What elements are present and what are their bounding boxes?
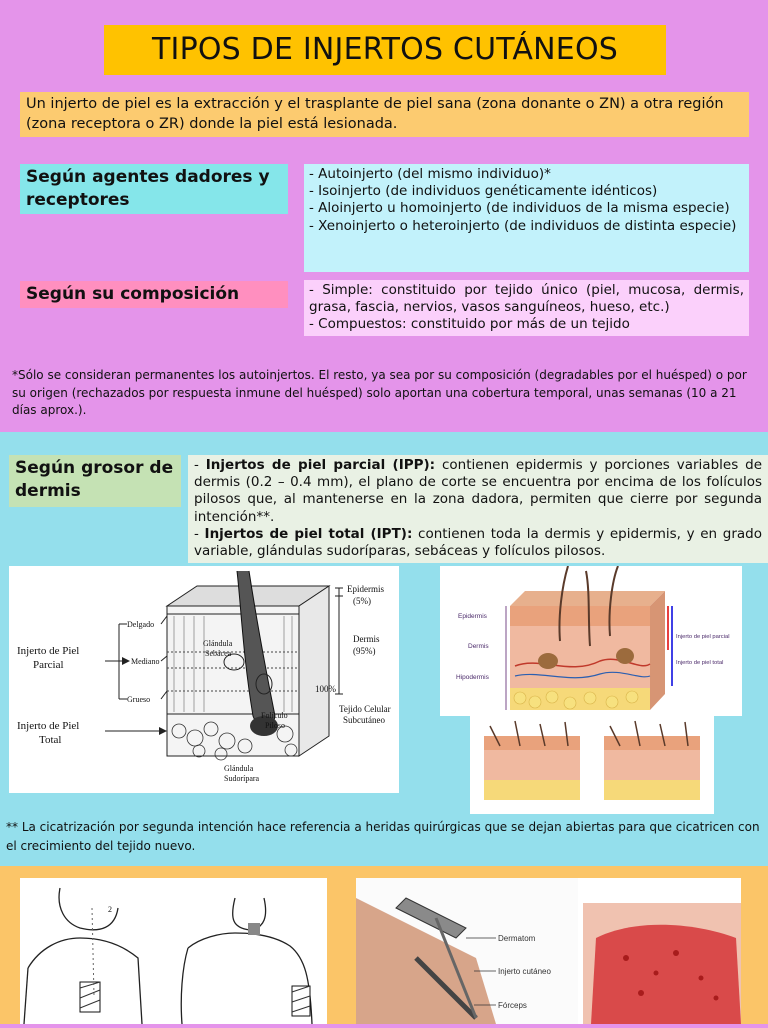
skin-color-diagram <box>440 566 742 716</box>
label-ipt-color: Injerto de piel total <box>676 660 724 666</box>
label-epidermis: Epidermis <box>347 584 384 594</box>
label-100pct: 100% <box>315 684 336 694</box>
thickness-description: - Injertos de piel parcial (IPP): contienen epidermis y porciones variables de dermis (0.2 – 0.4 mm), el plano de corte se encuentra por encima de los folículos pilosos que, al mantenerse en la zona dadora, permiten que cierre por segunda intención**. - Injertos de piel total (IPT): contienen toda la dermis y epidermis, y en grado variable, glándulas sudoríparas, sebáceas y folículos pilosos. <box>188 455 768 563</box>
label-composition: Según su composición <box>20 281 288 308</box>
ipp-title: Injertos de piel parcial (IPP): <box>205 457 436 473</box>
label-injerto-parcial-1: Injerto de Piel <box>17 645 80 657</box>
list-item: - Aloinjerto u homoinjerto (de individuos de la misma especie) <box>309 200 730 217</box>
list-item: - Simple: constituido por tejido único (piel, mucosa, dermis, grasa, fascia, nervios, vasos sanguíneos, hueso, etc.) <box>309 282 744 316</box>
label-delgado: Delgado <box>127 620 155 629</box>
ipt-text: contienen toda la dermis y epidermis, y en grado variable, glándulas sudoríparas, sebáceas y folículos pilosos. <box>194 525 762 560</box>
label-injerto-parcial-2: Parcial <box>33 659 64 671</box>
label-injerto-cutaneo: Injerto cutáneo <box>498 967 551 976</box>
list-item: - Autoinjerto (del mismo individuo)* <box>309 166 551 182</box>
label-tejido-2: Subcutáneo <box>343 715 385 725</box>
label-thickness: Según grosor de dermis <box>9 455 181 507</box>
intro-text: Un injerto de piel es la extracción y el trasplante de piel sana (zona donante o ZN) a otra región (zona receptora o ZR) donde la piel está lesionada. <box>20 92 749 137</box>
label-glandula-sudoripara-2: Sudorípara <box>224 774 260 783</box>
label-foliculo-2: Piloso <box>265 721 286 730</box>
label-agents: Según agentes dadores y receptores <box>20 164 288 214</box>
label-grueso: Grueso <box>127 695 151 704</box>
footnote-second-intention: ** La cicatrización por segunda intención hace referencia a heridas quirúrgicas que se dejan abiertas para que cicatricen con el crecimiento del tejido nuevo. <box>6 820 760 853</box>
label-dermis-color: Dermis <box>468 643 489 650</box>
label-hipodermis-color: Hipodermis <box>456 674 489 681</box>
list-item: - Compuestos: constituido por más de un tejido <box>309 316 630 333</box>
svg-text:2: 2 <box>108 905 112 914</box>
label-glandula-sebacea-1: Glándula <box>203 639 233 648</box>
label-foliculo-1: Folículo <box>261 711 288 720</box>
list-item: - Xenoinjerto o heteroinjerto (de individuos de distinta especie) <box>309 217 737 234</box>
label-epidermis-pct: (5%) <box>353 596 371 606</box>
ipt-title: Injertos de piel total (IPT): <box>204 525 413 542</box>
label-glandula-sudoripara-1: Glándula <box>224 764 254 773</box>
label-ipp-color: Injerto de piel parcial <box>676 634 730 640</box>
label-epidermis-color: Epidermis <box>458 613 487 620</box>
skin-layers-diagram <box>9 566 399 793</box>
dermatome-photos <box>356 878 741 1024</box>
label-glandula-sebacea-2: Sebácea <box>205 649 232 658</box>
composition-list <box>304 280 749 336</box>
list-item: - Isoinjerto (de individuos genéticamente idénticos) <box>309 183 658 200</box>
footnote-permanent: *Sólo se consideran permanentes los autoinjertos. El resto, ya sea por su composición (degradables por el huésped) o por su origen (rechazados por respuesta inmune del huésped) solo aportan una cobertura temporal, unas semanas (10 a 21 días aprox.). <box>12 368 747 417</box>
page-title: TIPOS DE INJERTOS CUTÁNEOS <box>104 25 666 75</box>
agents-list <box>304 164 749 272</box>
label-tejido-1: Tejido Celular <box>339 704 391 714</box>
label-mediano: Mediano <box>131 657 160 666</box>
ipp-text: contienen epidermis y porciones variables de dermis (0.2 – 0.4 mm), el plano de corte se encuentra por encima de los folículos pilosos que, al mantenerse en la zona dadora, permiten que cierre por segunda intención**. <box>194 457 762 525</box>
label-dermis: Dermis <box>353 634 380 644</box>
label-dermatome: Dermatom <box>498 934 536 943</box>
label-injerto-total-2: Total <box>39 734 62 746</box>
body-donor-sites-drawing <box>20 878 327 1024</box>
label-injerto-total-1: Injerto de Piel <box>17 720 80 732</box>
label-forceps: Fórceps <box>498 1001 527 1010</box>
graft-blocks-diagram <box>470 716 714 814</box>
label-dermis-pct: (95%) <box>353 646 376 656</box>
